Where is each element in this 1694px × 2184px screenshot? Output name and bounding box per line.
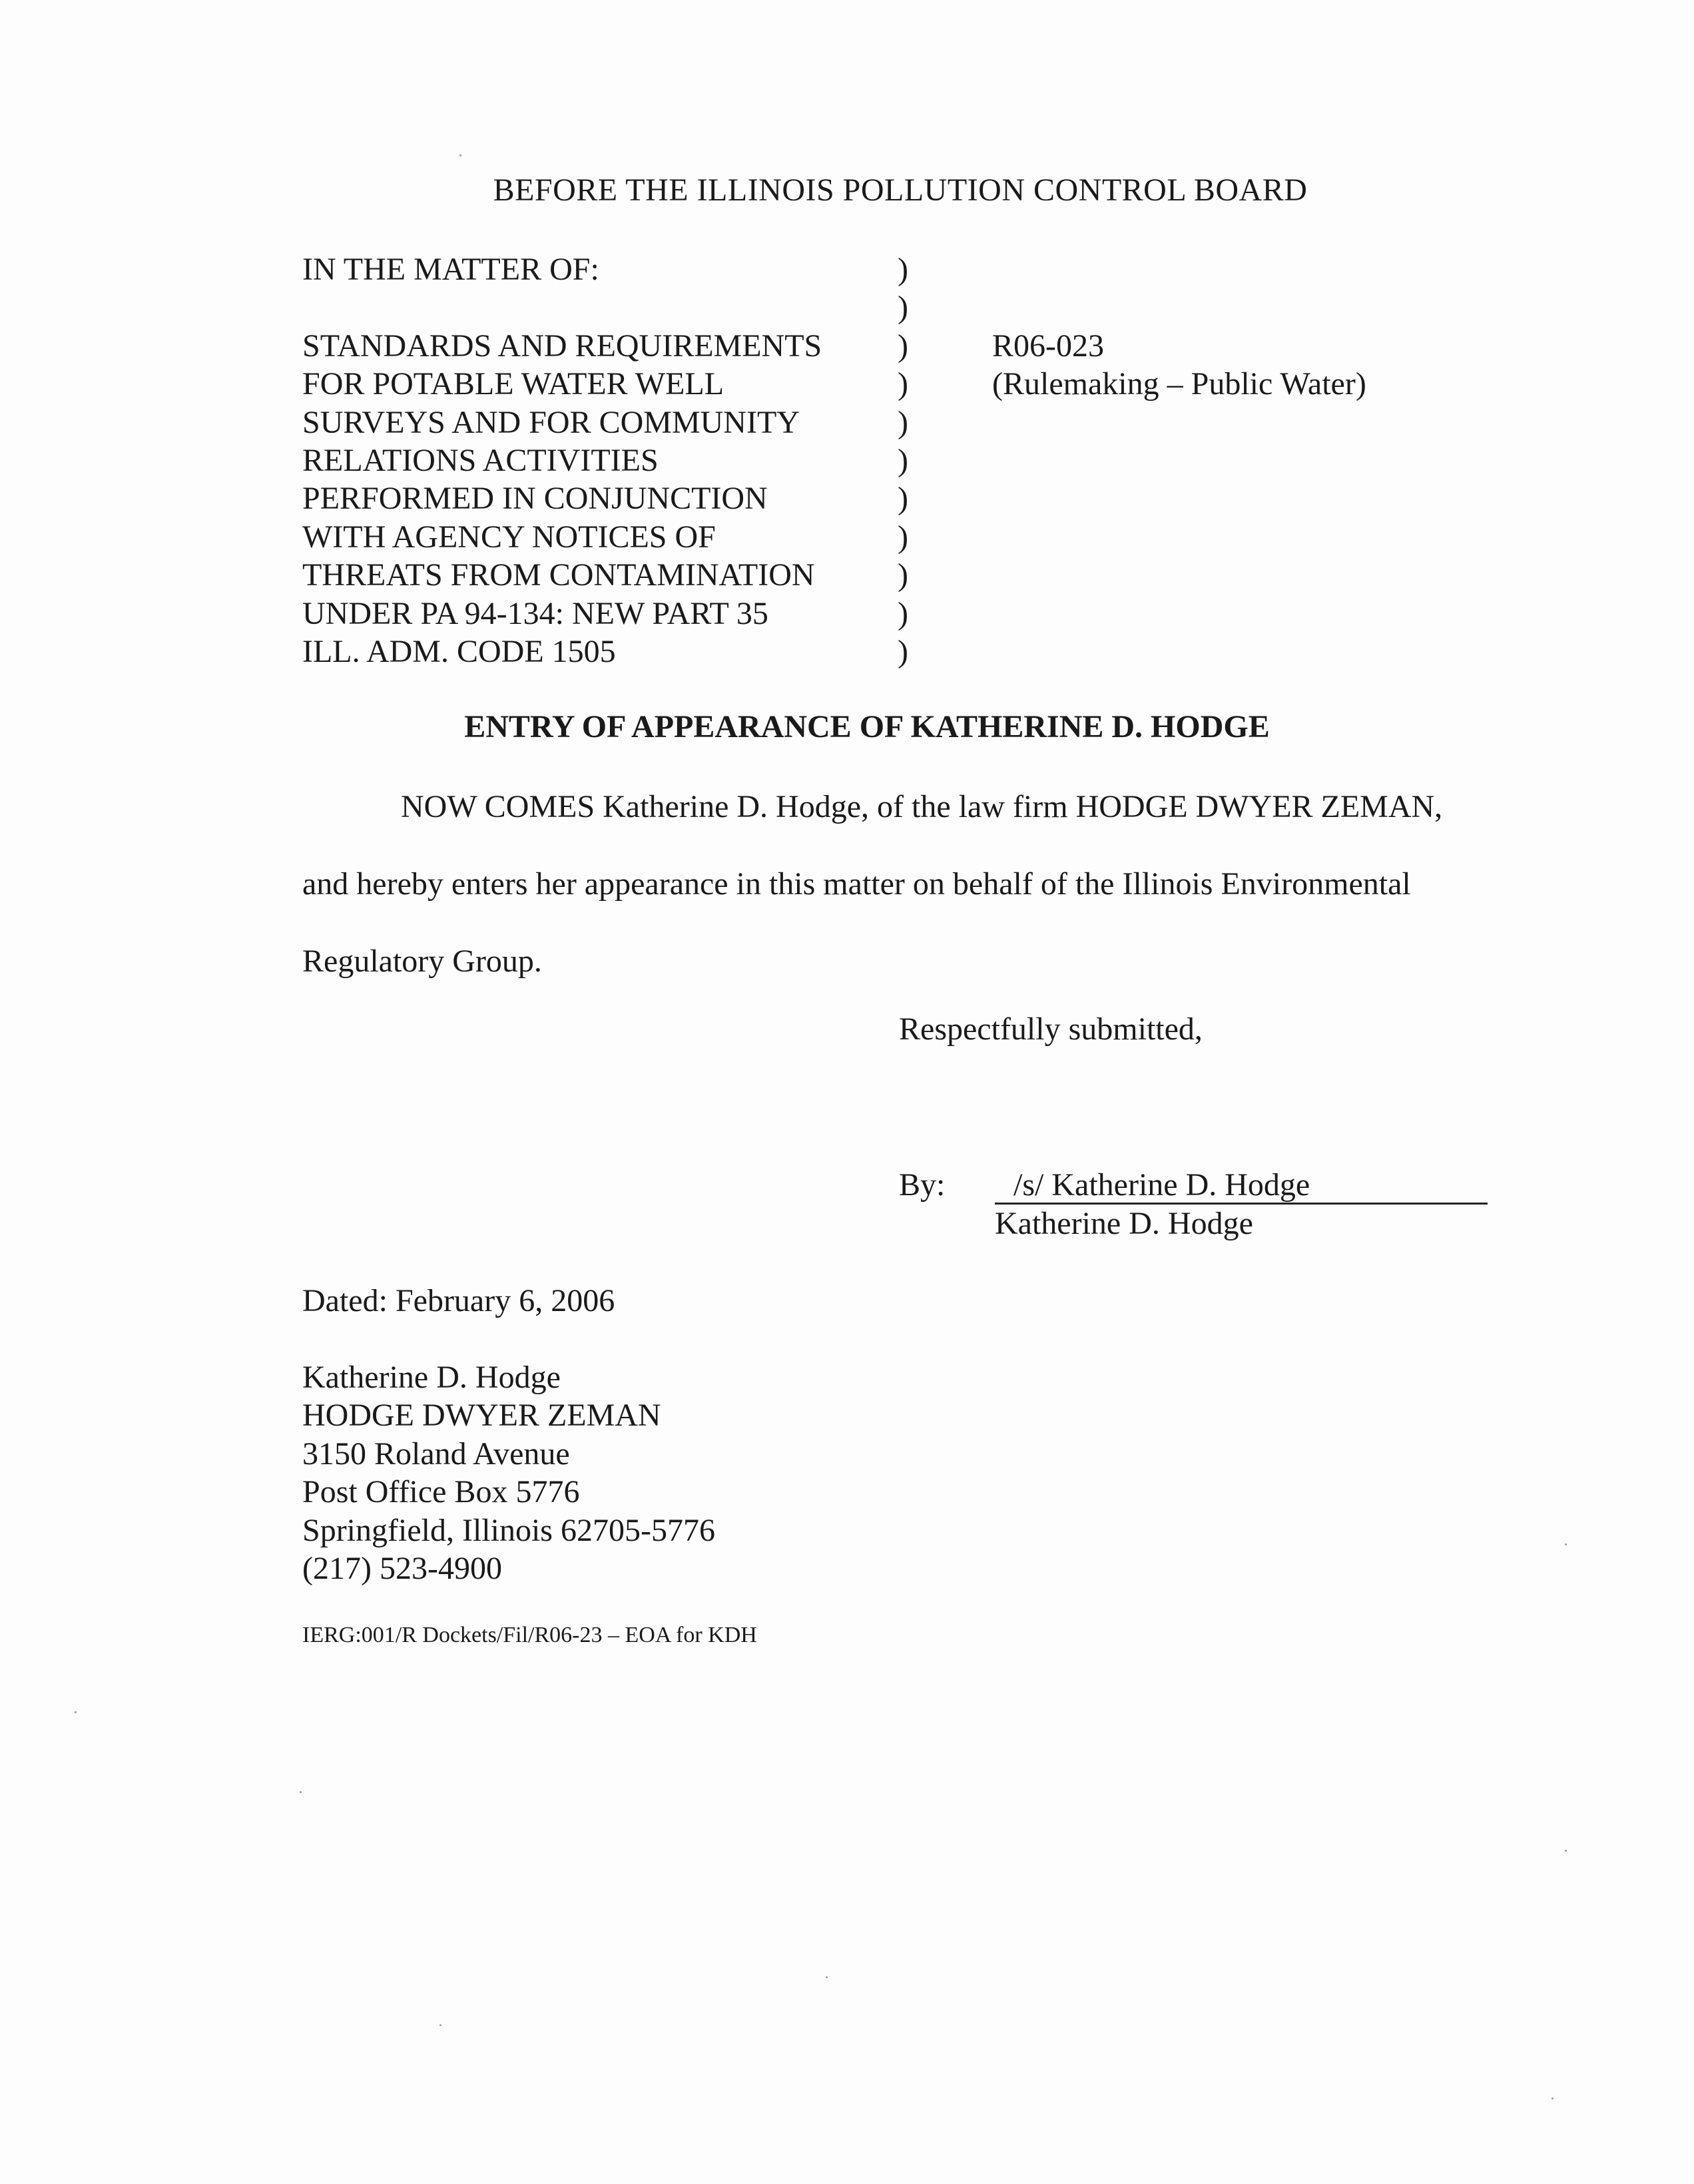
body-line-3: Regulatory Group. (302, 944, 542, 979)
caption-line: UNDER PA 94-134: NEW PART 35 (302, 595, 768, 631)
caption-line: THREATS FROM CONTAMINATION (302, 557, 815, 593)
caption-line: WITH AGENCY NOTICES OF (302, 519, 716, 555)
scan-speck (1552, 2097, 1553, 2099)
scan-speck (300, 1791, 302, 1793)
caption-spacer (302, 288, 822, 326)
file-reference: IERG:001/R Dockets/Fil/R06-23 – EOA for KDH (302, 1623, 757, 1647)
city-state-zip: Springfield, Illinois 62705-5776 (302, 1512, 715, 1548)
caption-paren: ) (898, 633, 908, 669)
scan-speck (439, 2024, 441, 2026)
closing-text: Respectfully submitted, (899, 1011, 1203, 1047)
caption-line: PERFORMED IN CONJUNCTION (302, 481, 768, 517)
attorney-name: Katherine D. Hodge (302, 1360, 561, 1395)
po-box: Post Office Box 5776 (302, 1474, 580, 1510)
caption-line: RELATIONS ACTIVITIES (302, 442, 659, 478)
body-line-1: NOW COMES Katherine D. Hodge, of the law firm HODGE DWYER ZEMAN, (401, 789, 1443, 824)
caption-line: ILL. ADM. CODE 1505 (302, 633, 616, 669)
scan-speck (75, 1711, 77, 1713)
date-line: Dated: February 6, 2006 (302, 1283, 615, 1318)
board-heading-text: BEFORE THE ILLINOIS POLLUTION CONTROL BOARD (493, 172, 1308, 208)
docket-number: R06-023 (992, 328, 1104, 364)
scan-speck (1565, 1850, 1567, 1852)
attorney-address-block (302, 1358, 715, 1587)
in-the-matter-of: IN THE MATTER OF: (302, 252, 599, 287)
caption-paren: ) (898, 557, 908, 593)
caption-paren: ) (898, 595, 908, 631)
caption-paren: ) (898, 404, 908, 440)
case-caption (302, 250, 822, 671)
body-paragraph (302, 788, 1474, 1020)
street-address: 3150 Roland Avenue (302, 1436, 570, 1472)
body-line-2: and hereby enters her appearance in this matter on behalf of the Illinois Environmental (302, 866, 1411, 902)
caption-paren: ) (898, 366, 908, 402)
scan-speck (1565, 1543, 1567, 1545)
board-heading (0, 172, 1694, 209)
signatory-printed-name: Katherine D. Hodge (995, 1206, 1253, 1241)
signature-by-label: By: (899, 1167, 946, 1203)
scan-speck (826, 1976, 828, 1978)
phone-number: (217) 523-4900 (302, 1550, 502, 1586)
caption-paren: ) (898, 481, 908, 517)
caption-paren: ) (898, 328, 908, 364)
entry-title-text: ENTRY OF APPEARANCE OF KATHERINE D. HODGE (464, 709, 1270, 744)
scan-speck (459, 154, 461, 156)
docket-info (992, 327, 1366, 404)
caption-line: STANDARDS AND REQUIREMENTS (302, 328, 822, 364)
entry-of-appearance-title (0, 708, 1694, 746)
caption-line: FOR POTABLE WATER WELL (302, 366, 724, 402)
caption-line: SURVEYS AND FOR COMMUNITY (302, 404, 800, 440)
caption-parentheses (898, 250, 908, 671)
caption-paren: ) (898, 252, 908, 287)
law-firm-name: HODGE DWYER ZEMAN (302, 1398, 661, 1434)
electronic-signature: /s/ Katherine D. Hodge (1013, 1167, 1310, 1203)
caption-paren: ) (898, 442, 908, 478)
docket-type: (Rulemaking – Public Water) (992, 366, 1366, 402)
caption-paren: ) (898, 290, 908, 326)
caption-paren: ) (898, 519, 908, 555)
